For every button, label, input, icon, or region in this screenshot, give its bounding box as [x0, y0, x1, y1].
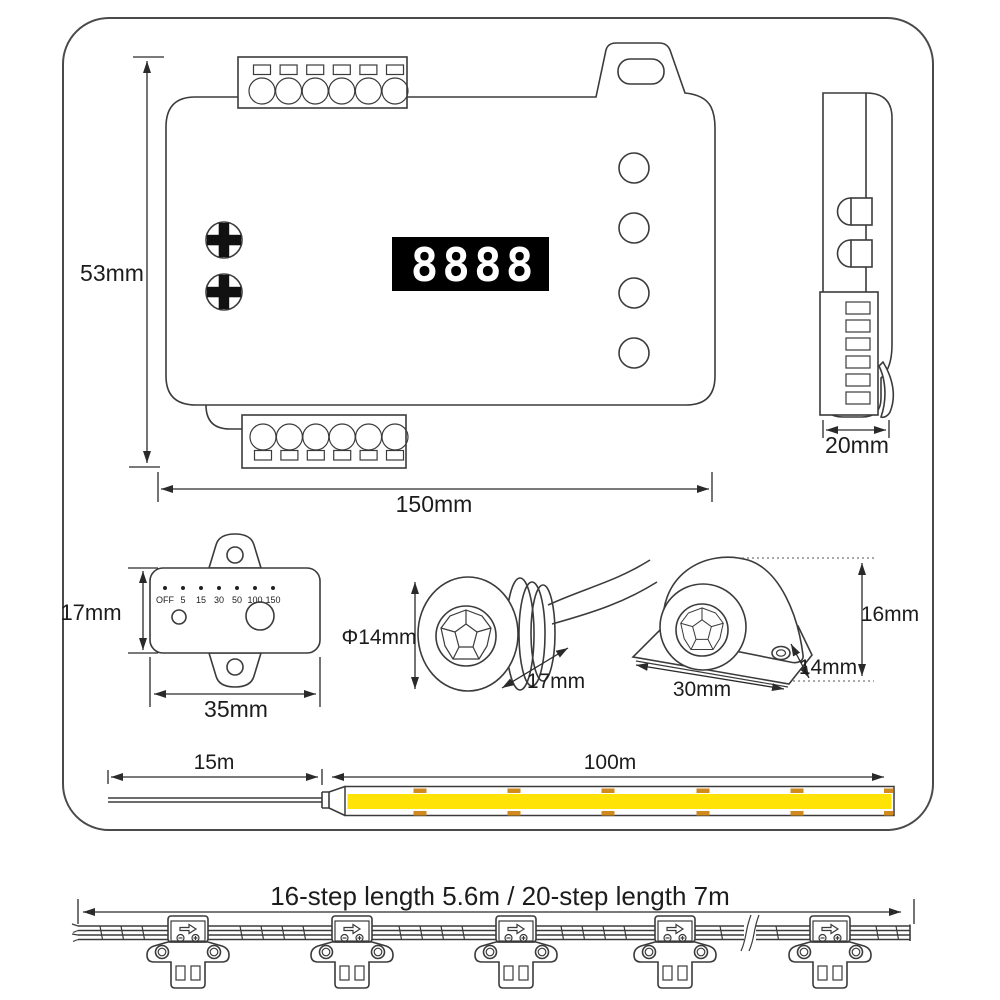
scale-label: 30: [213, 595, 225, 605]
dim-17mm-label: 17mm: [60, 600, 122, 625]
dim-53mm-label: 53mm: [80, 260, 144, 286]
bottom-terminal-block: [242, 415, 408, 468]
bracket-sensor-view: [633, 557, 919, 701]
dim-150mm-label: 150mm: [395, 491, 473, 517]
screw-icon: [206, 274, 242, 310]
dim-phi14mm-label: Φ14mm: [341, 626, 417, 649]
dimension-15m: [108, 751, 322, 785]
scale-label: 150: [265, 595, 281, 605]
cob-phosphor-band: [348, 794, 892, 809]
sensor-face: [660, 584, 746, 670]
dimension-150mm: [158, 472, 712, 517]
dim-16mm-label: 16mm: [860, 603, 920, 626]
dim-20mm-label: 20mm: [825, 432, 889, 458]
dimension-17mm-remote: [60, 568, 158, 653]
lead-wire: [108, 798, 322, 802]
mount-tab-bottom: [209, 653, 261, 687]
dimension-100m: [332, 751, 884, 777]
dim-100m-label: 100m: [583, 751, 637, 774]
scale-label: 5: [180, 595, 186, 605]
dimension-53mm: [80, 57, 164, 467]
screw-icon: [206, 222, 242, 258]
side-terminal-block: [820, 292, 878, 415]
seven-segment-display: [392, 237, 549, 292]
dim-17mm-sensor-label: 17mm: [526, 670, 586, 693]
module-chain-view: [72, 881, 914, 988]
dimension-20mm: [823, 420, 889, 458]
cable-stub: [206, 405, 242, 429]
sensor-front-face: [418, 577, 518, 691]
remote-switch-view: [60, 534, 320, 722]
scale-label: 50: [231, 595, 243, 605]
controller-side-view: [820, 93, 893, 458]
chain-title: 16-step length 5.6m / 20-step length 7m: [270, 881, 730, 911]
dim-30mm-label: 30mm: [672, 678, 732, 701]
strip-connector: [322, 787, 345, 816]
scale-label: 15: [195, 595, 207, 605]
sensor-wires: [548, 560, 657, 624]
display-digits: 8888: [410, 238, 538, 292]
cable-frayed-end: [72, 924, 78, 942]
scale-label: 100: [247, 595, 263, 605]
dim-15m-label: 15m: [193, 751, 235, 774]
top-terminal-block: [238, 57, 408, 108]
round-sensor-view: [341, 560, 657, 693]
mount-hole: [772, 647, 790, 660]
controller-front-view: [80, 43, 715, 517]
dimension-16mm: [861, 563, 919, 676]
dimension-phi14mm: [341, 582, 416, 689]
dim-14mm-label: 14mm: [798, 656, 858, 679]
scale-label: OFF: [156, 595, 174, 605]
dim-35mm-label: 35mm: [204, 696, 268, 722]
strip-view: [108, 751, 894, 816]
